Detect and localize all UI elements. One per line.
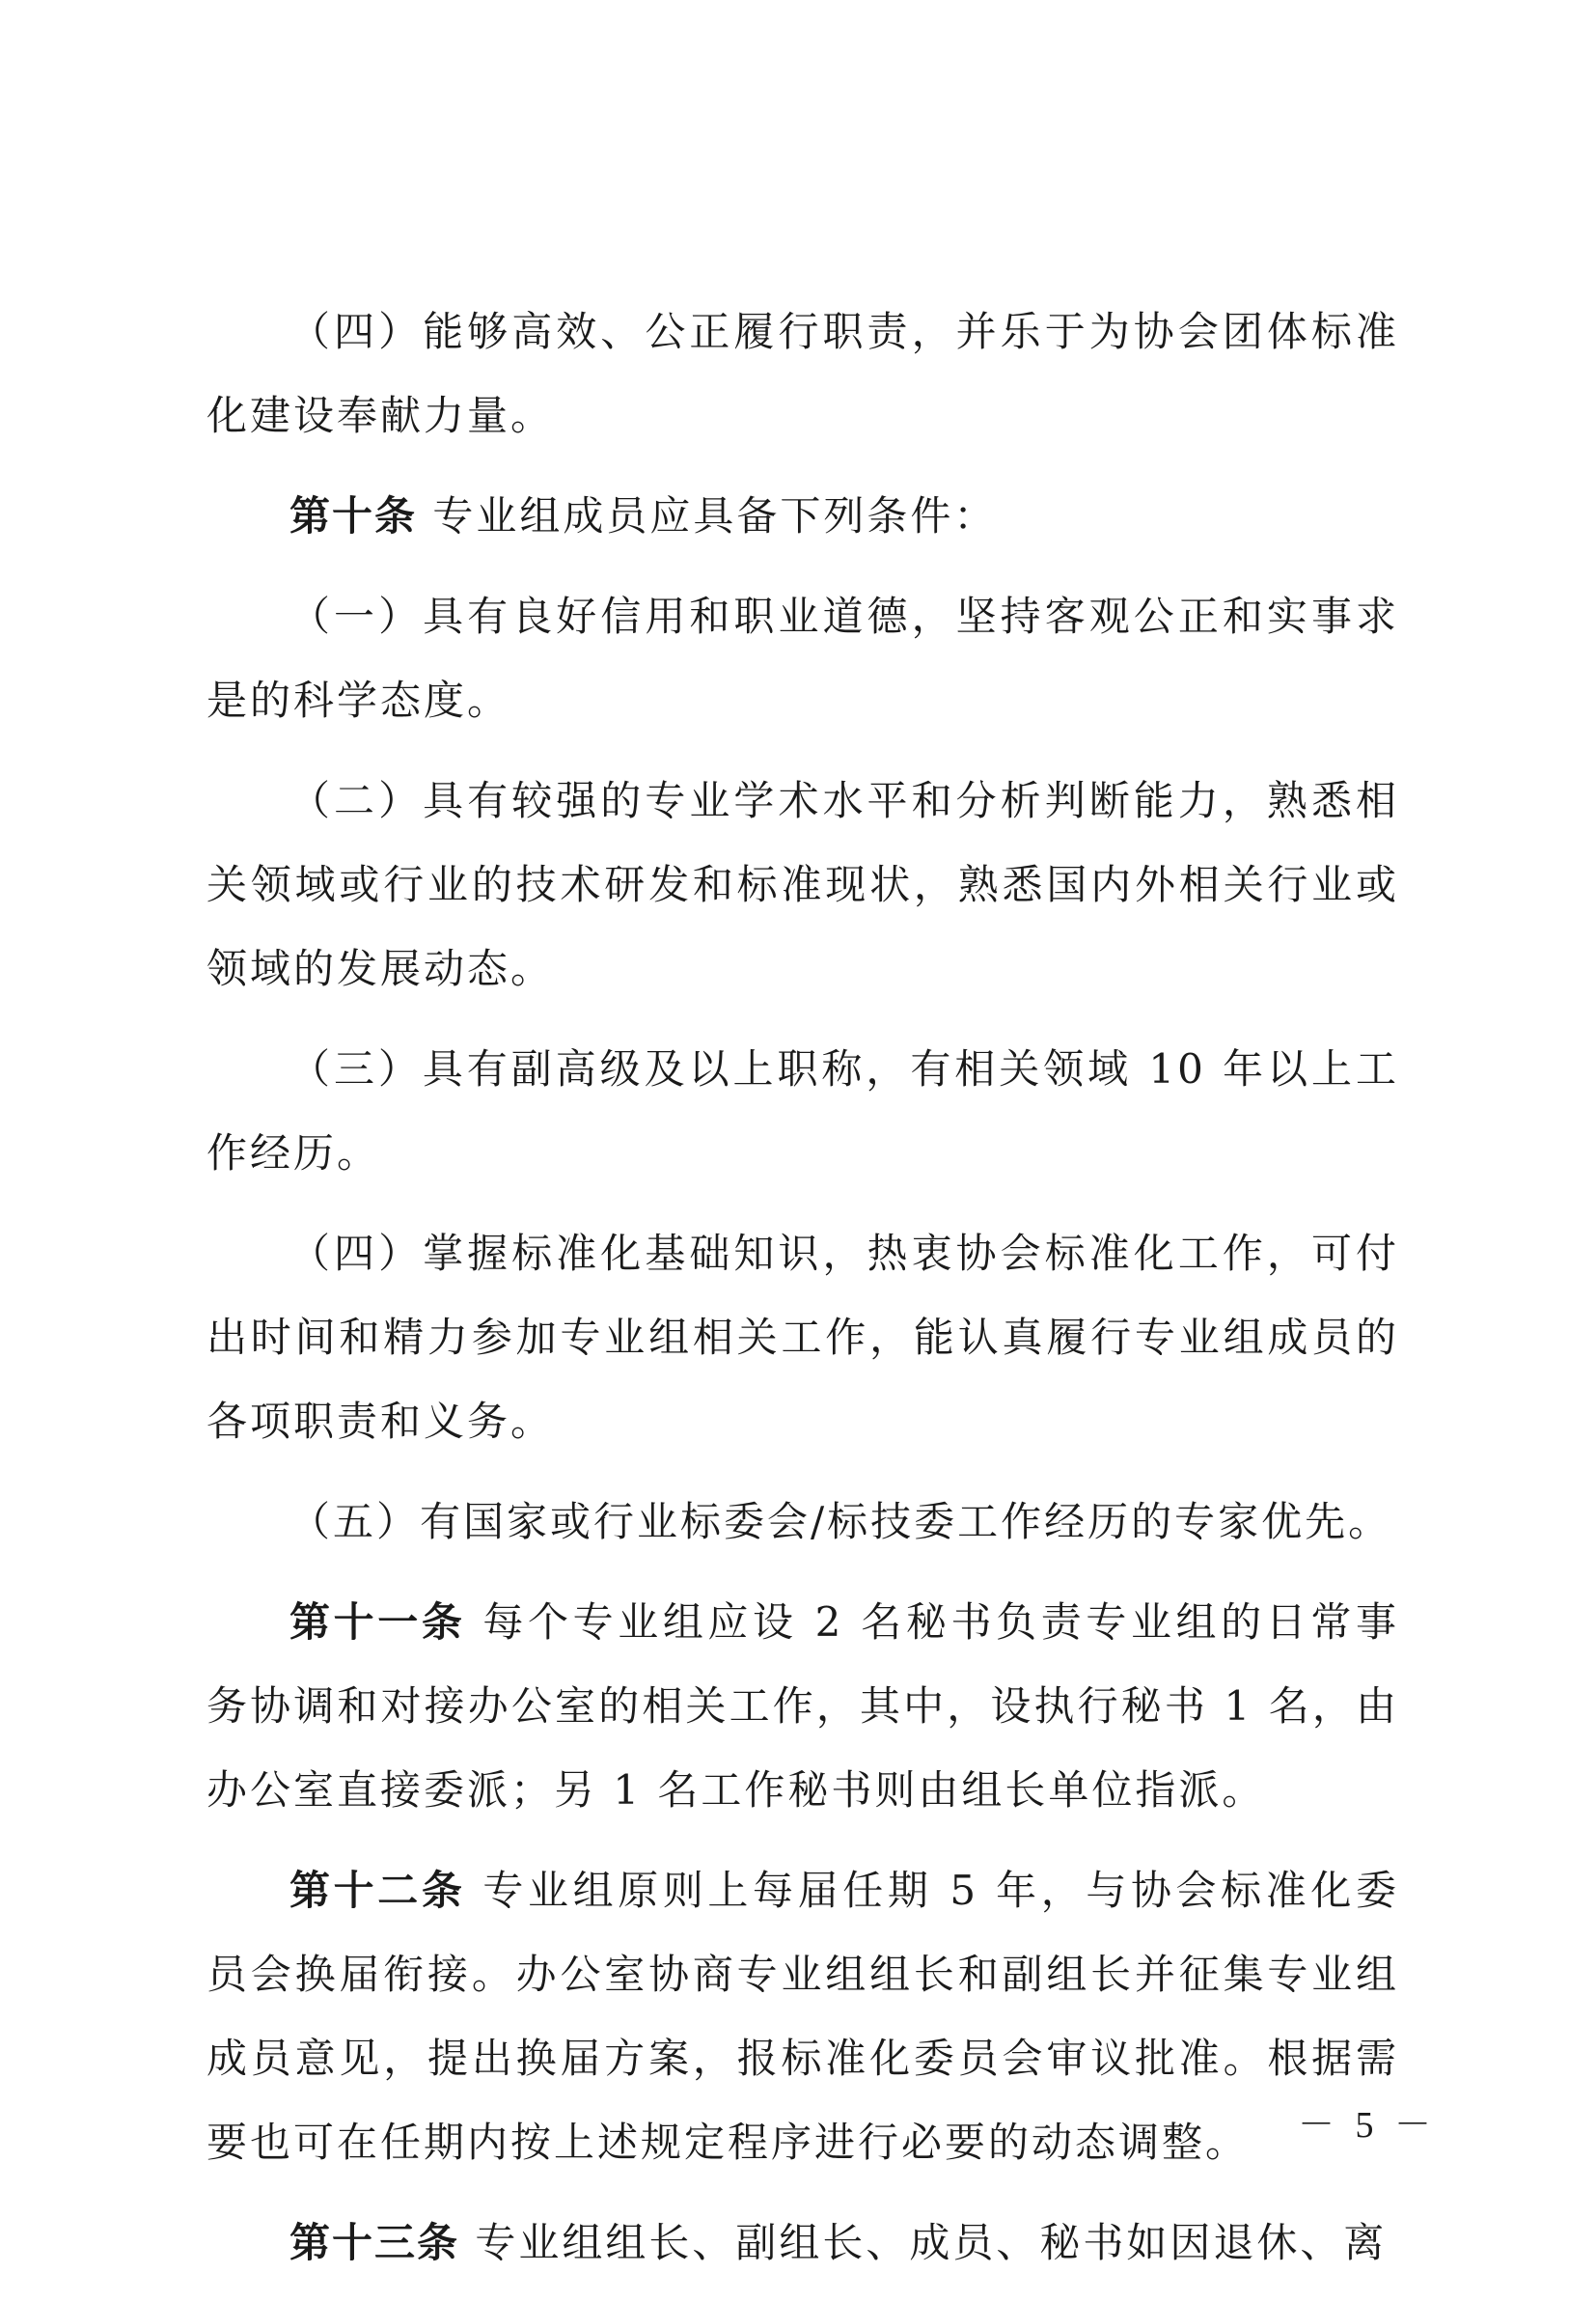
paragraph-text: （四）掌握标准化基础知识，热衷协会标准化工作，可付出时间和精力参加专业组相关工作，能认真履行专业组成员的各项职责和义务。 bbox=[206, 1230, 1399, 1445]
paragraph-text: 专业组组长、副组长、成员、秘书如因退休、离 bbox=[459, 2219, 1388, 2266]
article-heading: 第十一条 bbox=[289, 1598, 466, 1646]
article-10 bbox=[206, 474, 1399, 558]
article-11 bbox=[206, 1580, 1399, 1832]
article-heading: 第十三条 bbox=[289, 2219, 460, 2266]
paragraph-text: （二）具有较强的专业学术水平和分析判断能力，熟悉相关领域或行业的技术研发和标准现状，熟悉国内外相关行业或领域的发展动态。 bbox=[206, 777, 1399, 992]
paragraph-text: （三）具有副高级及以上职称，有相关领域 10 年以上工作经历。 bbox=[206, 1045, 1399, 1177]
paragraph-text: （四）能够高效、公正履行职责，并乐于为协会团体标准化建设奉献力量。 bbox=[206, 308, 1399, 439]
paragraph-text: 专业组原则上每届任期 5 年，与协会标准化委员会换届衔接。办公室协商专业组组长和副组长并征集专业组成员意见，提出换届方案，报标准化委员会审议批准。根据需要也可在任期内按上述规定程序进行必要的动态调整。 bbox=[206, 1867, 1399, 2166]
article-heading: 第十条 bbox=[289, 492, 418, 540]
article-10-item-3 bbox=[206, 1027, 1399, 1195]
paragraph-text: （五）有国家或行业标委会/标技委工作经历的专家优先。 bbox=[289, 1498, 1392, 1545]
article-10-item-1 bbox=[206, 574, 1399, 742]
article-10-item-2 bbox=[206, 759, 1399, 1011]
paragraph-text: （一）具有良好信用和职业道德，坚持客观公正和实事求是的科学态度。 bbox=[206, 593, 1399, 724]
article-10-item-4 bbox=[206, 1211, 1399, 1463]
paragraph-text: 每个专业组应设 2 名秘书负责专业组的日常事务协调和对接办公室的相关工作，其中，设执行秘书 1 名，由办公室直接委派；另 1 名工作秘书则由组长单位指派。 bbox=[206, 1598, 1399, 1814]
article-12 bbox=[206, 1848, 1399, 2184]
paragraph-text: 专业组成员应具备下列条件： bbox=[417, 492, 998, 540]
article-heading: 第十二条 bbox=[289, 1867, 466, 1914]
page-number: － 5 － bbox=[1298, 2105, 1438, 2146]
article-10-item-5 bbox=[206, 1480, 1399, 1564]
article-13 bbox=[206, 2201, 1399, 2285]
document-body bbox=[206, 290, 1399, 2301]
paragraph-4-duties bbox=[206, 290, 1399, 457]
